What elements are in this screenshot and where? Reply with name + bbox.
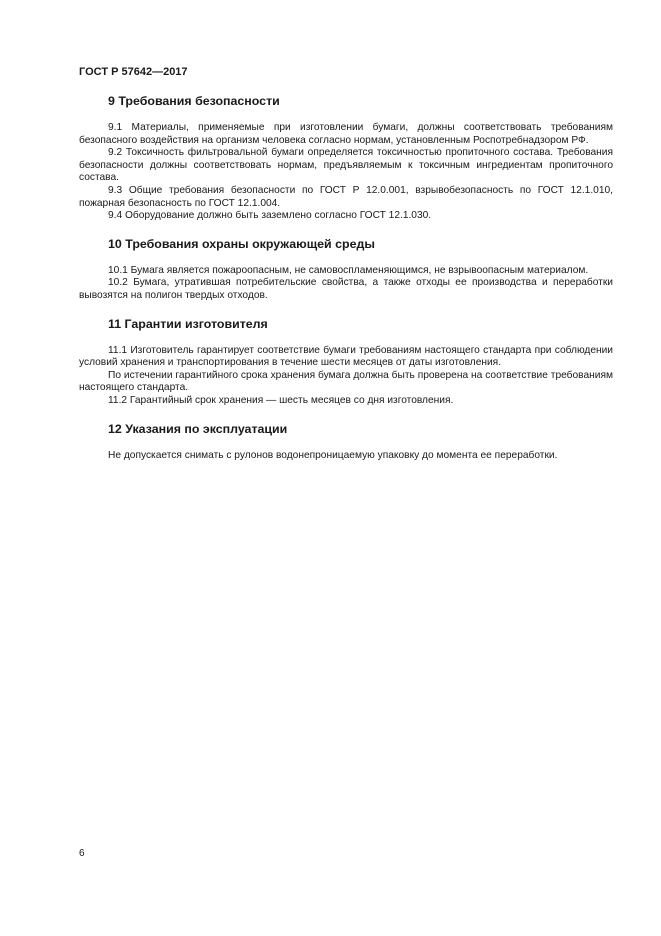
paragraph: 11.1 Изготовитель гарантирует соответствие бумаги требованиям настоящего стандарта при соблюдении условий хранения и транспортирования в течение шести месяцев от даты изготовления.: [79, 344, 613, 369]
paragraph: 10.1 Бумага является пожароопасным, не самовоспламеняющимся, не взрывоопасным материалом.: [108, 264, 589, 276]
paragraph: 9.3 Общие требования безопасности по ГОСТ Р 12.0.001, взрывобезопасность по ГОСТ 12.1.010, пожарная безопасность по ГОСТ 12.1.004.: [79, 184, 613, 209]
section-9-safety: [79, 92, 613, 223]
section-10-environment: [79, 235, 613, 303]
section-title: 10 Требования охраны окружающей среды: [108, 236, 375, 251]
section-12-operation: [79, 420, 613, 463]
section-title: 9 Требования безопасности: [108, 94, 280, 108]
paragraph: 9.2 Токсичность фильтровальной бумаги определяется токсичностью пропиточного состава. Требования безопасности должны соответствовать нормам, предъявляемым к токсичным ингредиентам пропиточного состава.: [79, 147, 613, 184]
document-body: [79, 92, 613, 474]
paragraph: 9.4 Оборудование должно быть заземлено согласно ГОСТ 12.1.030.: [108, 210, 432, 222]
page-number: 6: [79, 848, 85, 859]
paragraph: 11.2 Гарантийный срок хранения — шесть месяцев со дня изготовления.: [108, 394, 454, 406]
paragraph: Не допускается снимать с рулонов водонепроницаемую упаковку до момента ее переработки.: [108, 449, 558, 461]
document-standard-code: ГОСТ Р 57642—2017: [79, 66, 188, 78]
paragraph: По истечении гарантийного срока хранения бумага должна быть проверена на соответствие требованиям настоящего стандарта.: [79, 369, 613, 394]
paragraph: 9.1 Материалы, применяемые при изготовлении бумаги, должны соответствовать требованиям безопасного воздействия на организм человека согласно нормам, установленным Роспотребнадзором РФ.: [79, 122, 613, 146]
section-11-warranty: [79, 315, 613, 408]
section-title: 11 Гарантии изготовителя: [108, 316, 268, 331]
section-title: 12 Указания по эксплуатации: [108, 421, 288, 436]
paragraph: 10.2 Бумага, утратившая потребительские свойства, а также отходы ее производства и переработки вывозятся на полигон твердых отходов.: [79, 277, 613, 301]
